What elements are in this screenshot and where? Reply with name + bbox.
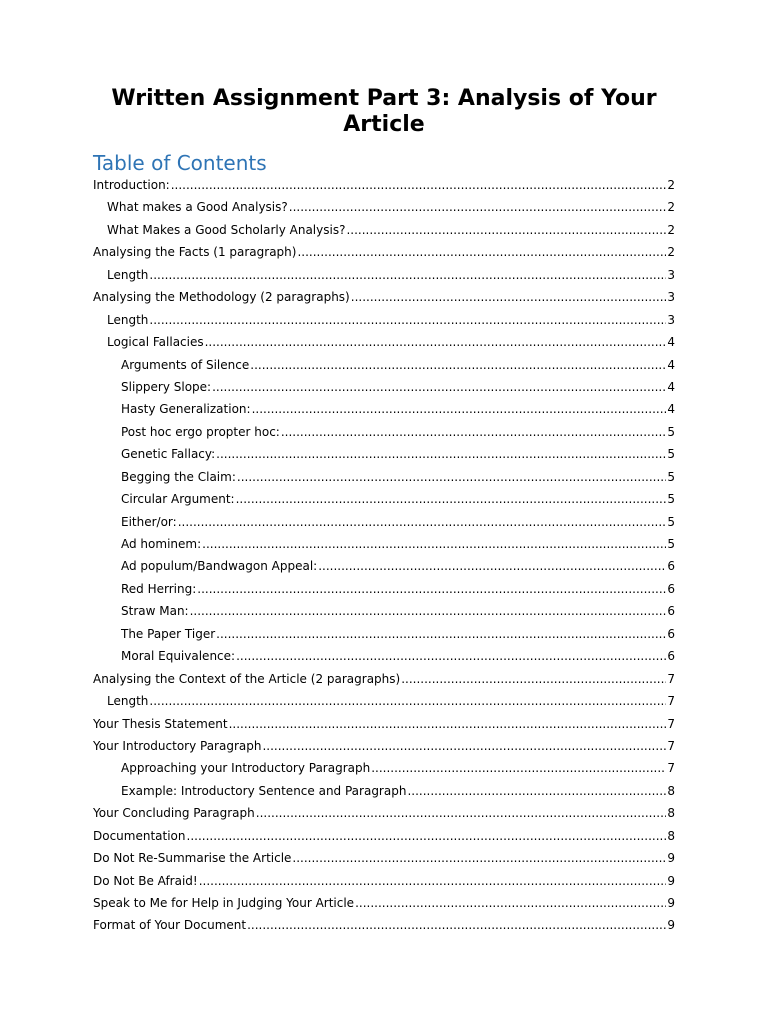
toc-page-number: 6 [667,581,675,596]
toc-page-number: 7 [667,671,675,686]
toc-entry[interactable] [93,870,675,892]
toc-page-number: 5 [667,537,675,551]
toc-entry[interactable] [93,555,675,577]
toc-dot-leader [252,398,667,420]
toc-dot-leader [247,914,666,936]
toc-entry[interactable] [93,241,675,263]
document-title: Written Assignment Part 3: Analysis of Your Article [111,86,657,137]
toc-entry-text: Begging the Claim: [121,469,236,484]
toc-dot-leader [289,196,667,218]
toc-entry[interactable] [93,264,675,286]
toc-entry[interactable] [93,286,675,308]
toc-page-number: 3 [667,267,675,282]
toc-page-number: 7 [667,716,675,731]
toc-entry-text: Ad populum/Bandwagon Appeal: [121,559,318,574]
toc-dot-leader [237,466,666,488]
toc-entry-text: Your Introductory Paragraph [93,738,262,753]
toc-entry[interactable] [93,533,675,555]
toc-dot-leader [318,555,666,577]
toc-entry-text: Format of Your Document [93,918,247,933]
toc-page-number: 8 [667,828,675,843]
toc-page-number: 9 [667,851,675,866]
toc-entry-text: Documentation [93,828,186,843]
toc-page-number: 8 [667,783,675,798]
toc-entry-text: Circular Argument: [121,492,235,507]
toc-entry[interactable] [93,600,675,622]
toc-entry[interactable] [93,354,675,376]
toc-dot-leader [190,600,667,622]
toc-page-number: 4 [667,335,675,350]
toc-dot-leader [216,443,666,465]
toc-dot-leader [229,713,667,735]
toc-dot-leader [351,286,667,308]
toc-page-number: 7 [667,694,675,709]
toc-entry[interactable] [93,443,675,465]
toc-entry[interactable] [93,196,675,218]
toc-dot-leader [149,264,666,286]
toc-entry[interactable] [93,914,675,936]
toc-entry-text: Red Herring: [121,581,197,596]
toc-entry[interactable] [93,892,675,914]
toc-entry[interactable] [93,398,675,420]
toc-entry-text: Analysing the Facts (1 paragraph) [93,245,297,260]
toc-page-number: 5 [667,492,675,507]
toc-dot-leader [149,309,666,331]
toc-dot-leader [171,174,667,196]
toc-entry[interactable] [93,802,675,824]
toc-entry[interactable] [93,645,675,667]
toc-page-number: 6 [667,604,675,619]
toc-page-number: 9 [667,896,675,910]
toc-entry[interactable] [93,735,675,757]
toc-entry-text: Moral Equivalence: [121,649,236,664]
toc-entry[interactable] [93,757,675,779]
toc-entry-text: Genetic Fallacy: [121,447,216,462]
toc-dot-leader [281,421,667,443]
toc-page-number: 5 [667,469,675,484]
toc-entry-text: Approaching your Introductory Paragraph [121,761,371,776]
toc-page-number: 7 [667,761,675,776]
toc-entry-text: Speak to Me for Help in Judging Your Article [93,896,355,910]
toc-entry[interactable] [93,421,675,443]
toc-entry[interactable] [93,488,675,510]
toc-page-number: 9 [667,918,675,933]
toc-entry-text: Length [107,312,149,327]
toc-entry[interactable] [93,623,675,645]
toc-page-number: 6 [667,649,675,664]
toc-dot-leader [236,488,667,510]
toc-entry-text: Straw Man: [121,604,189,619]
toc-dot-leader [292,847,666,869]
toc-dot-leader [187,825,667,847]
toc-entry-text: Post hoc ergo propter hoc: [121,424,280,439]
toc-entry[interactable] [93,847,675,869]
toc-page-number: 5 [667,424,675,439]
toc-page-number: 2 [667,178,675,192]
toc-dot-leader [178,511,667,533]
toc-entry-text: Introduction: [93,178,170,192]
toc-page-number: 4 [667,402,675,417]
toc-entry-text: Analysing the Methodology (2 paragraphs) [93,290,350,305]
toc-entry[interactable] [93,713,675,735]
toc-dot-leader [199,870,667,892]
toc-entry[interactable] [93,376,675,398]
toc-entry-text: What Makes a Good Scholarly Analysis? [107,222,346,237]
toc-entry-text: Your Thesis Statement [93,716,228,731]
toc-page-number: 3 [667,312,675,327]
toc-page-number: 2 [667,222,675,237]
toc-entry-text: Do Not Be Afraid! [93,873,198,888]
table-of-contents [93,174,675,937]
toc-dot-leader [212,376,666,398]
toc-dot-leader [297,241,666,263]
toc-page-number: 8 [667,806,675,821]
toc-page-number: 2 [667,245,675,260]
toc-dot-leader [256,802,667,824]
toc-entry[interactable] [93,825,675,847]
toc-page-number: 9 [667,873,675,888]
toc-entry-text: Do Not Re-Summarise the Article [93,851,292,866]
toc-dot-leader [205,331,667,353]
toc-entry-text: Ad hominem: [121,537,202,551]
toc-entry[interactable] [93,466,675,488]
toc-page-number: 4 [667,379,675,394]
toc-dot-leader [197,578,666,600]
toc-page-number: 6 [667,559,675,574]
toc-entry[interactable] [93,309,675,331]
toc-entry-text: Logical Fallacies [107,335,204,350]
toc-entry-text: The Paper Tiger [121,626,216,641]
toc-dot-leader [401,668,666,690]
toc-heading: Table of Contents [93,151,267,175]
toc-dot-leader [355,892,666,914]
toc-dot-leader [202,533,666,555]
toc-dot-leader [250,354,666,376]
toc-entry[interactable] [93,668,675,690]
toc-page-number: 4 [667,357,675,372]
toc-entry-text: Slippery Slope: [121,379,212,394]
toc-entry-text: Either/or: [121,514,177,529]
toc-dot-leader [262,735,666,757]
toc-entry-text: Example: Introductory Sentence and Paragraph [121,783,407,798]
toc-entry[interactable] [93,780,675,802]
toc-entry-text: Hasty Generalization: [121,402,251,417]
toc-page-number: 2 [667,200,675,215]
toc-page-number: 5 [667,447,675,462]
toc-dot-leader [236,645,666,667]
toc-dot-leader [216,623,666,645]
toc-entry[interactable] [93,331,675,353]
toc-entry-text: Your Concluding Paragraph [93,806,255,821]
toc-entry[interactable] [93,219,675,241]
toc-dot-leader [346,219,666,241]
toc-dot-leader [149,690,666,712]
toc-entry[interactable] [93,511,675,533]
toc-entry[interactable] [93,578,675,600]
toc-entry-text: Analysing the Context of the Article (2 paragraphs) [93,671,401,686]
toc-entry[interactable] [93,690,675,712]
toc-entry[interactable] [93,174,675,196]
toc-dot-leader [407,780,666,802]
toc-dot-leader [371,757,666,779]
toc-entry-text: Arguments of Silence [121,357,250,372]
toc-page-number: 7 [667,738,675,753]
toc-entry-text: What makes a Good Analysis? [107,200,288,215]
toc-entry-text: Length [107,694,149,709]
toc-page-number: 6 [667,626,675,641]
toc-page-number: 3 [667,290,675,305]
toc-page-number: 5 [667,514,675,529]
toc-entry-text: Length [107,267,149,282]
